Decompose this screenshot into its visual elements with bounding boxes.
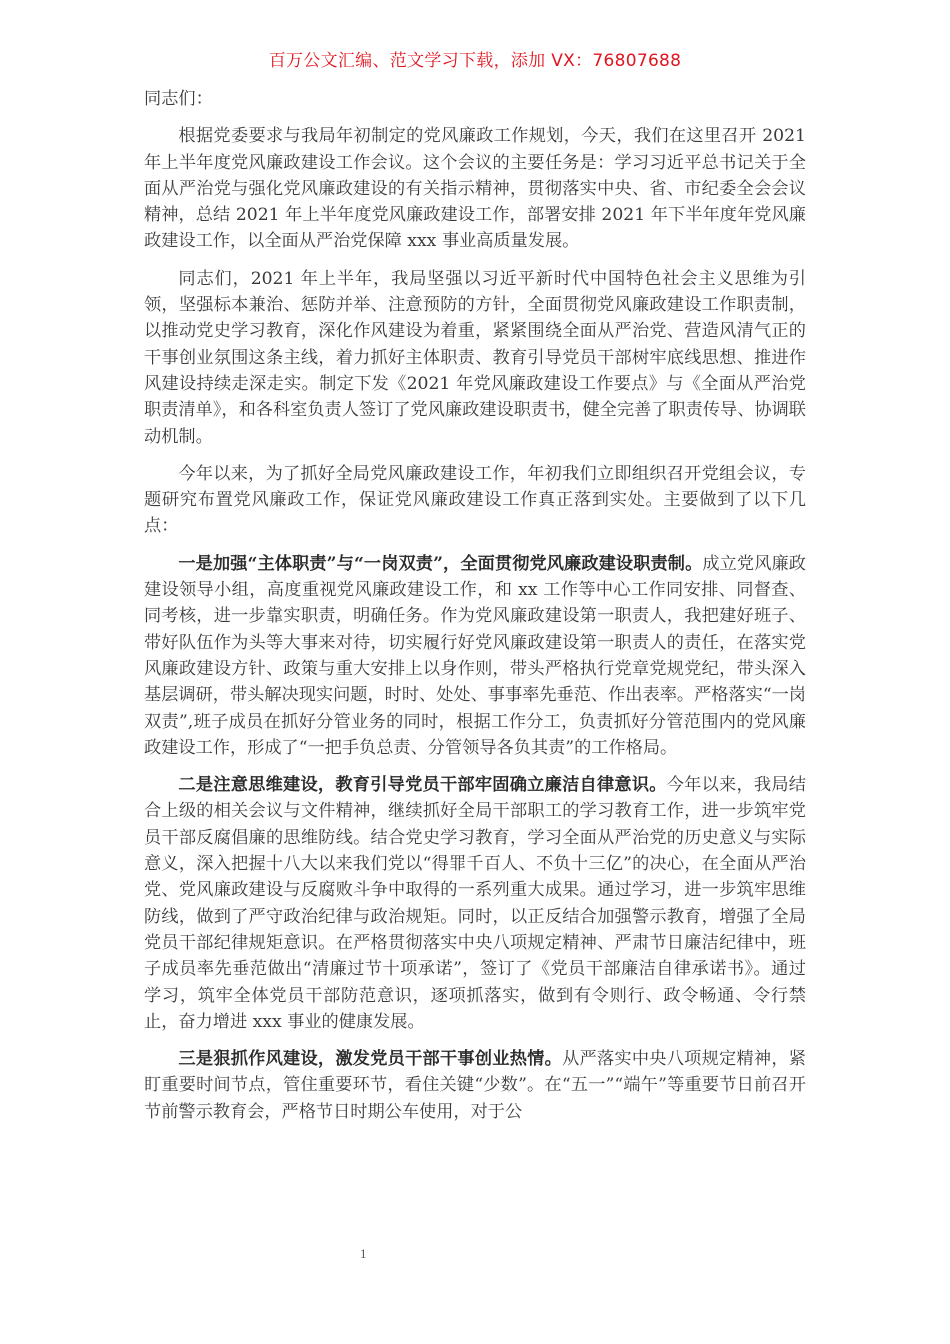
paragraph-text: 成立党风廉政建设领导小组，高度重视党风廉政建设工作，和 xx 工作等中心工作同安排、同督查、同考核，进一步靠实职责，明确任务。作为党风廉政建设第一职责人，我把建好班子、带好队伍作为头等大事来对待，切实履行好党风廉政建设第一职责人的责任，在落实党风廉政建设方针、政策与重大安排上以身作则，带头严格执行党章党规党纪，带头深入基层调研，带头解决现实问题，时时、处处、事事率先垂范、作出表率。严格落实“一岗双责”,班子成员在抓好分管业务的同时，根据工作分工，负责抓好分管范围内的党风廉政建设工作，形成了“一把手负总责、分管领导各负其责”的工作格局。 [144,553,806,758]
paragraph-text: 今年以来，我局结合上级的相关会议与文件精神，继续抓好全局干部职工的学习教育工作，进一步筑牢党员干部反腐倡廉的思维防线。结合党史学习教育，学习全面从严治党的历史意义与实际意义，深入把握十八大以来我们党以“得罪千百人、不负十三亿”的决心，在全面从严治党、党风廉政建设与反腐败斗争中取得的一系列重大成果。通过学习，进一步筑牢思维防线，做到了严守政治纪律与政治规矩。同时，以正反结合加强警示教育，增强了全局党员干部纪律规矩意识。在严格贯彻落实中央八项规定精神、严肃节日廉洁纪律中，班子成员率先垂范做出“清廉过节十项承诺”，签订了《党员干部廉洁自律承诺书》。通过学习，筑牢全体党员干部防范意识，逐项抓落实，做到有令则行、政令畅通、令行禁止，奋力增进 xxx 事业的健康发展。 [144,775,806,1032]
paragraph-point-1 [144,551,806,761]
greeting: 同志们： [144,89,213,109]
paragraph-point-2 [144,772,806,1035]
document-page [144,86,806,1136]
paragraph-2 [144,266,806,450]
paragraph-text: 同志们，2021 年上半年，我局坚强以习近平新时代中国特色社会主义思维为引领，坚强标本兼治、惩防并举、注意预防的方针，全面贯彻党风廉政建设工作职责制，以推动党史学习教育，深化作风建设为着重，紧紧围绕全面从严治党、营造风清气正的干事创业氛围这条主线，着力抓好主体职责、教育引导党员干部树牢底线思想、推进作风建设持续走深走实。制定下发《2021 年党风廉政建设工作要点》与《全面从严治党职责清单》，和各科室负责人签订了党风廉政建设职责书，健全完善了职责传导、协调联动机制。 [144,268,806,447]
paragraph-lead: 三是狠抓作风建设，激发党员干部干事创业热情。 [178,1049,563,1070]
paragraph-1 [144,123,806,254]
paragraph-lead: 二是注意思维建设，教育引导党员干部牢固确立廉洁自律意识。 [178,775,667,796]
paragraph-text: 根据党委要求与我局年初制定的党风廉政工作规划，今天，我们在这里召开 2021 年上半年度党风廉政建设工作会议。这个会议的主要任务是：学习习近平总书记关于全面从严治党与强化党风廉政建设的有关指示精神，贯彻落实中央、省、市纪委全会会议精神，总结 2021 年上半年度党风廉政建设工作，部署安排 2021 年下半年度年党风廉政建设工作，以全面从严治党保障 xxx 事业高质量发展。 [144,126,806,252]
page-number: 1 [360,1246,367,1261]
watermark-banner: 百万公文汇编、范文学习下载，添加 VX：76807688 [268,51,682,71]
paragraph-point-3 [144,1046,806,1125]
paragraph-3 [144,461,806,540]
paragraph-text: 从严落实中央八项规定精神，紧盯重要时间节点，管住重要环节，看住关键“少数”。在“五一”“端午”等重要节日前召开节前警示教育会，严格节日时期公车使用，对于公 [144,1049,806,1122]
paragraph-lead: 一是加强“主体职责”与“一岗双责”，全面贯彻党风廉政建设职责制。 [178,553,703,574]
paragraph-text: 今年以来，为了抓好全局党风廉政建设工作，年初我们立即组织召开党组会议，专题研究布置党风廉政工作，保证党风廉政建设工作真正落到实处。主要做到了以下几点： [144,463,806,537]
